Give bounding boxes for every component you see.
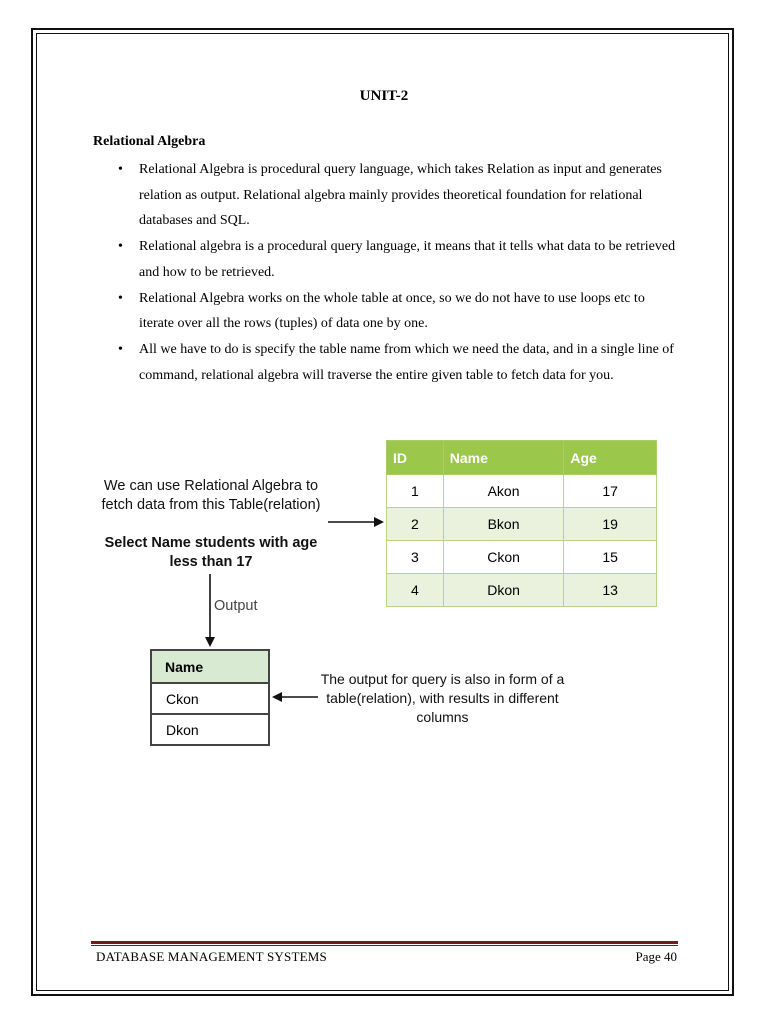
bullet-item: • Relational algebra is a procedural query language, it means that it tells what data to be retrieved and how to be retrieved. [118,234,678,285]
bullet-item: • Relational Algebra works on the whole table at once, so we do not have to use loops etc to iterate over all the rows (tuples) of data one by one. [118,286,678,337]
footer-rule [91,941,678,944]
source-table [386,440,657,607]
output-cell: Ckon [151,683,269,714]
output-table-note: The output for query is also in form of a table(relation), with results in different columns [320,671,565,725]
bullet-item: • Relational Algebra is procedural query language, which takes Relation as input and generates relation as output. Relational algebra mainly provides theoretical foundation for relational databases and SQL. [118,157,678,234]
section-heading: Relational Algebra [93,134,206,149]
footer-page-number: Page 40 [635,949,677,964]
bullet-item: • All we have to do is specify the table name from which we need the data, and in a single line of command, relational algebra will traverse the entire given table to fetch data for you. [118,337,678,388]
cell-id: 2 [387,508,444,541]
header-age: Age [564,441,657,475]
table-row [387,508,657,541]
output-table-header-row [151,650,269,683]
source-table-header-row [387,441,657,475]
table-row [387,574,657,607]
table-row [387,475,657,508]
output-table [150,649,270,746]
cell-id: 1 [387,475,444,508]
bullet-dot: • [118,342,123,357]
cell-name: Ckon [443,541,564,574]
output-label: Output [214,598,258,614]
header-name: Name [443,441,564,475]
header-id: ID [387,441,444,475]
cell-name: Dkon [443,574,564,607]
cell-id: 4 [387,574,444,607]
cell-name: Akon [443,475,564,508]
footer-course-title: DATABASE MANAGEMENT SYSTEMS [96,949,327,964]
output-header-name: Name [151,650,269,683]
bullet-dot: • [118,162,123,177]
cell-age: 15 [564,541,657,574]
output-cell: Dkon [151,714,269,745]
table-row [151,683,269,714]
bullet-dot: • [118,290,123,306]
table-row [151,714,269,745]
cell-name: Bkon [443,508,564,541]
source-table-note: We can use Relational Algebra to fetch data from this Table(relation) [101,478,321,513]
query-text: Select Name students with age less than 17 [104,535,318,570]
bullet-list [118,157,678,389]
cell-age: 19 [564,508,657,541]
footer-rule-thin [91,945,678,946]
cell-age: 13 [564,574,657,607]
cell-id: 3 [387,541,444,574]
bullet-dot: • [118,239,123,254]
cell-age: 17 [564,475,657,508]
table-row [387,541,657,574]
page-title: UNIT-2 [359,88,409,104]
